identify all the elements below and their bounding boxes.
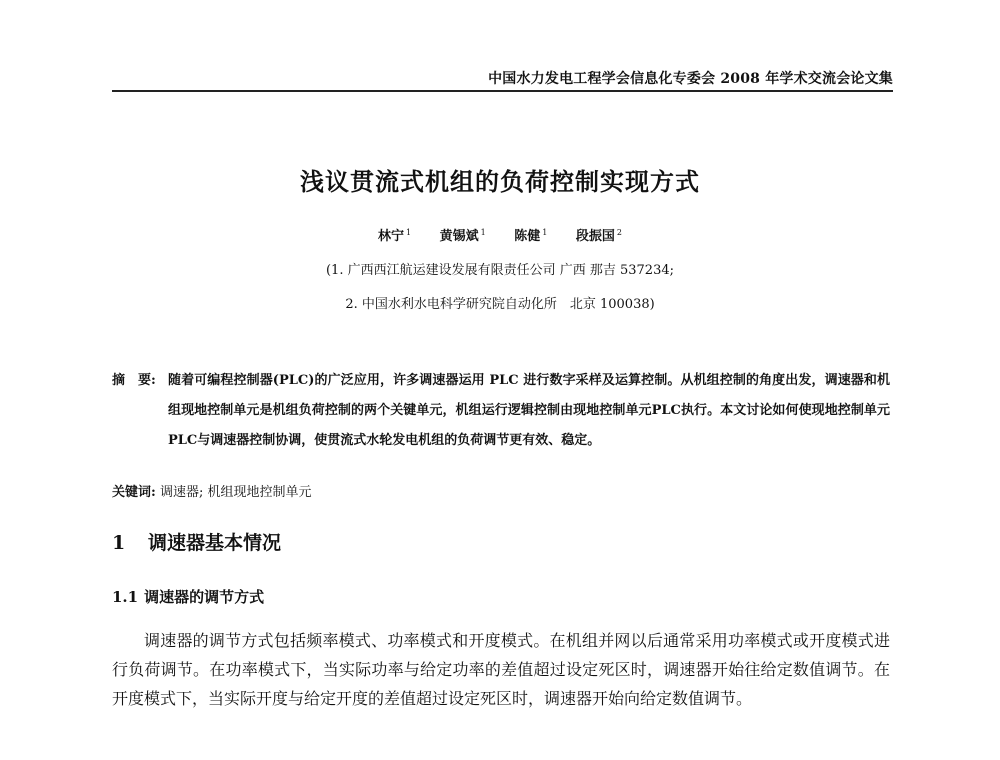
affiliation-2: 2. 中国水利水电科学研究院自动化所 北京 100038) (345, 297, 655, 312)
author-affiliation-mark: 1 (542, 227, 548, 237)
abstract-label: 摘 要: (112, 373, 156, 388)
section-title: 调速器基本情况 (148, 532, 282, 554)
section-number: 1 (112, 532, 126, 554)
subsection-number: 1.1 (112, 588, 139, 606)
author-list (0, 225, 1000, 244)
author (576, 225, 622, 244)
author-affiliation-mark: 1 (406, 227, 412, 237)
author-name: 段振国 (575, 229, 615, 244)
keywords-label: 关键词: (112, 485, 156, 500)
subsection-title: 调速器的调节方式 (144, 588, 265, 606)
author-affiliation-mark: 2 (616, 227, 623, 237)
paper-title: 浅议贯流式机组的负荷控制实现方式 (300, 167, 700, 196)
subsection-heading (112, 586, 264, 607)
author-name: 林宁 (377, 229, 404, 244)
body-paragraph: 调速器的调节方式包括频率模式、功率模式和开度模式。在机组并网以后通常采用功率模式或开度模式进行负荷调节。在功率模式下，当实际功率与给定功率的差值超过设定死区时，调速器开始往给定数值调节。在开度模式下，当实际开度与给定开度的差值超过设定死区时，调速器开始向给定数值调节。 (112, 631, 890, 708)
author-name: 陈健 (514, 229, 541, 244)
author (378, 225, 411, 244)
keywords-text: 调速器; 机组现地控制单元 (159, 485, 312, 500)
author-name: 黄锡斌 (439, 229, 479, 244)
affiliation-1: (1. 广西西江航运建设发展有限责任公司 广西 那吉 537234; (325, 263, 674, 278)
keywords (112, 481, 311, 500)
running-head: 中国水力发电工程学会信息化专委会 2008 年学术交流会论文集 (488, 71, 893, 87)
author-affiliation-mark: 1 (480, 227, 486, 237)
author (514, 225, 547, 244)
section-heading (112, 528, 281, 555)
header-rule (112, 90, 893, 92)
author (440, 225, 486, 244)
abstract-text: 随着可编程控制器(PLC)的广泛应用，许多调速器运用 PLC 进行数字采样及运算控制。从机组控制的角度出发，调速器和机组现地控制单元是机组负荷控制的两个关键单元，机组运行逻辑控制由现地控制单元PLC执行。本文讨论如何使现地控制单元PLC与调速器控制协调，使贯流式水轮发电机组的负荷调节更有效、稳定。 (168, 373, 890, 448)
abstract (112, 366, 890, 456)
